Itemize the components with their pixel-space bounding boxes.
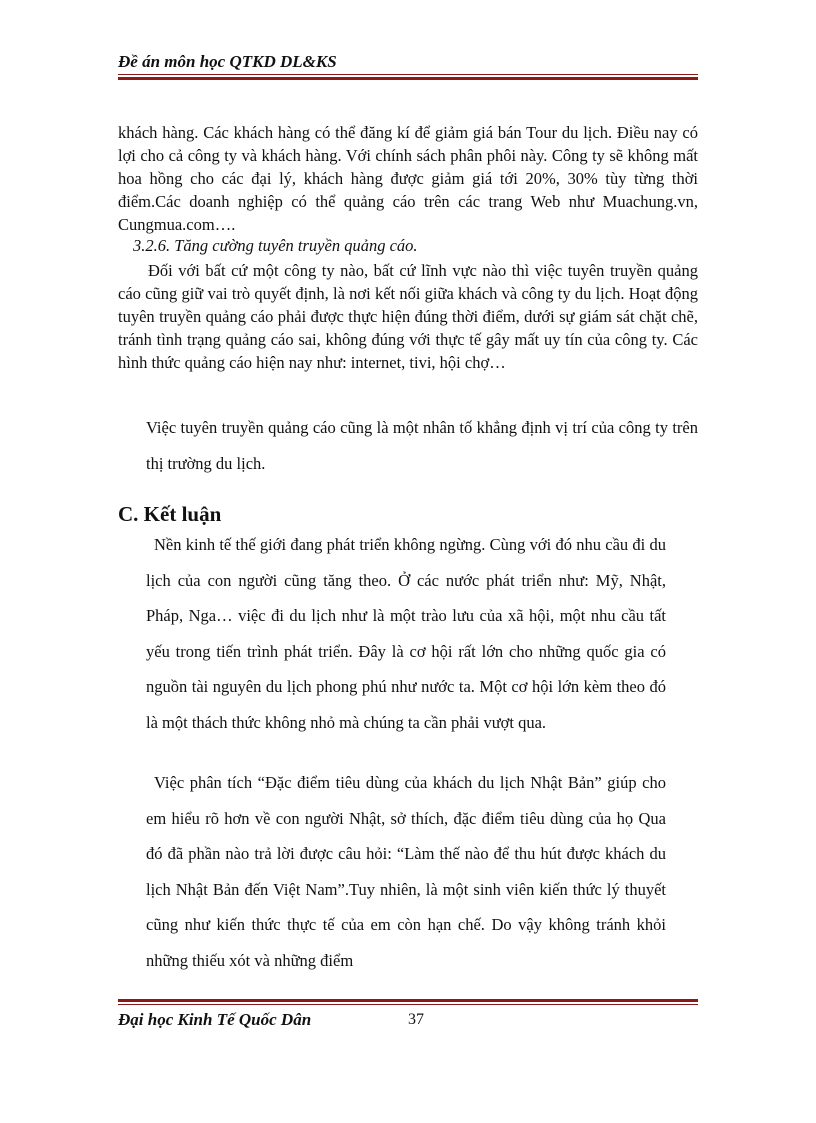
paragraph-advertising: Đối với bất cứ một công ty nào, bất cứ lĩnh vực nào thì việc tuyên truyền quảng cáo cũng giữ vai trò quyết định, là nơi kết nối giữa khách và công ty du lịch. Hoạt động tuyên truyền quảng cáo phải được thực hiện đúng thời điểm, dưới sự giám sát chặt chẽ, tránh tình trạng quảng cáo sai, không đúng với thực tế gây mất uy tín của công ty. Các hình thức quảng cáo hiện nay như: internet, tivi, hội chợ… xyxy=(118,261,698,372)
footer-university: Đại học Kinh Tế Quốc Dân xyxy=(118,1010,312,1029)
header-title: Đề án môn học QTKD DL&KS xyxy=(118,52,337,71)
page-number: 37 xyxy=(408,1011,424,1028)
header-rule xyxy=(118,74,698,80)
footer-rule-thick xyxy=(118,999,698,1002)
section-subheading: 3.2.6. Tăng cường tuyên truyền quảng cáo. xyxy=(133,236,418,255)
header-rule-thin xyxy=(118,74,698,75)
paragraph-conclusion-1: Nền kinh tế thế giới đang phát triển không ngừng. Cùng với đó nhu cầu đi du lịch của con người cũng tăng theo. Ở các nước phát triển như: Mỹ, Nhật, Pháp, Nga… việc đi du lịch như là một trào lưu của xã hội, một nhu cầu tất yếu trong tiến trình phát triển. Đây là cơ hội rất lớn cho những quốc gia có nguồn tài nguyên du lịch phong phú như nước ta. Một cơ hội lớn kèm theo đó là một thách thức không nhỏ mà chúng ta cần phải vượt qua. xyxy=(146,535,666,732)
paragraph-conclusion-2: Việc phân tích “Đặc điểm tiêu dùng của khách du lịch Nhật Bản” giúp cho em hiểu rõ hơn về con người Nhật, sở thích, đặc điểm tiêu dùng của họ Qua đó đã phần nào trả lời được câu hỏi: “Làm thế nào để thu hút được khách du lịch Nhật Bản đến Việt Nam”.Tuy nhiên, là một sinh viên kiến thức lý thuyết cũng như kiến thức thực tế của em còn hạn chế. Do vậy không tránh khỏi những thiếu xót và những điểm xyxy=(146,773,666,970)
paragraph-online-sales: khách hàng. Các khách hàng có thể đăng kí để giảm giá bán Tour du lịch. Điều nay có lợi cho cả công ty và khách hàng. Với chính sách phân phôi này. Công ty sẽ không mất hoa hồng cho các đại lý, khách hàng được giảm giá tới 20%, 30% tùy từng thời điểm.Các doanh nghiệp có thể quảng cáo trên các trang Web như Muachung.vn, Cungmua.com…. xyxy=(118,123,698,234)
footer-rule xyxy=(118,999,698,1005)
header-rule-thick xyxy=(118,77,698,80)
paragraph-advertising-role: Việc tuyên truyền quảng cáo cũng là một nhân tố khẳng định vị trí của công ty trên thị trường du lịch. xyxy=(146,418,698,473)
footer-rule-thin xyxy=(118,1004,698,1005)
conclusion-heading: C. Kết luận xyxy=(118,502,222,526)
